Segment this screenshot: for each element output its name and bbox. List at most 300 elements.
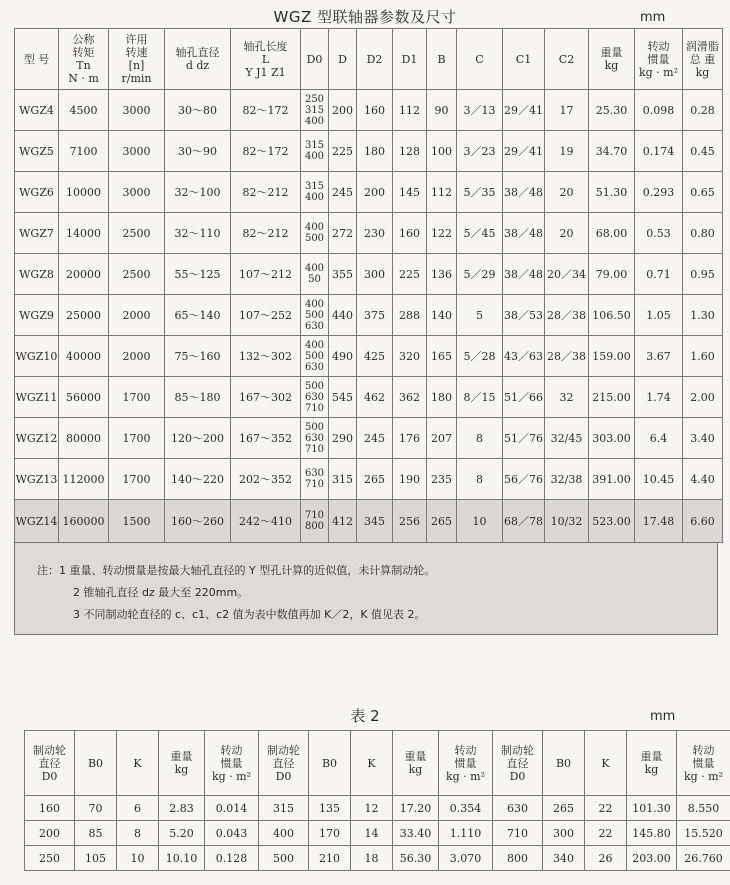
- header-line: 制动轮: [501, 743, 534, 757]
- cell-line: 630: [304, 432, 325, 444]
- table-row: [15, 295, 723, 336]
- header-line: D0: [306, 52, 323, 66]
- header-line: 润滑脂: [686, 39, 719, 53]
- table-cell: WGZ6: [15, 172, 59, 213]
- header-line: 转矩: [72, 46, 95, 59]
- table-cell: 56000: [59, 377, 109, 418]
- header-line: kg: [408, 763, 423, 776]
- table-cell: 17: [545, 90, 589, 131]
- cell-line: 400: [304, 222, 325, 233]
- header-line: D2: [366, 52, 383, 66]
- table-cell: 26: [585, 846, 627, 871]
- table-cell: 145.80: [627, 821, 677, 846]
- table-cell: 135: [309, 796, 351, 821]
- header-line: d dz: [185, 59, 210, 72]
- cell-line: 630: [304, 468, 325, 479]
- table-cell: [301, 172, 329, 213]
- table-cell: WGZ13: [15, 459, 59, 500]
- table-cell: 85～180: [165, 377, 231, 418]
- header-line: kg: [695, 65, 710, 79]
- column-header: [59, 29, 109, 90]
- table-cell: 65～140: [165, 295, 231, 336]
- table-cell: 22: [585, 821, 627, 846]
- notes-block: [14, 543, 718, 635]
- table-cell: 51.30: [589, 172, 635, 213]
- table-cell: 300: [543, 821, 585, 846]
- wgz-parameter-table: [14, 28, 723, 543]
- table-cell: 710: [493, 821, 543, 846]
- table-cell: 18: [351, 846, 393, 871]
- cell-line: 400: [304, 263, 325, 274]
- column-header: [543, 731, 585, 796]
- column-header: [15, 29, 59, 90]
- table-cell: 51／76: [503, 418, 545, 459]
- table1-title: WGZ 型联轴器参数及尺寸: [273, 8, 457, 26]
- table-cell: 68.00: [589, 213, 635, 254]
- column-header: [231, 29, 301, 90]
- table-cell: 32/45: [545, 418, 589, 459]
- table-cell: 345: [357, 500, 393, 543]
- header-line: 重量: [640, 750, 663, 763]
- table-cell: 235: [427, 459, 457, 500]
- cell-line: 500: [304, 350, 325, 362]
- header-line: 直径: [38, 756, 61, 770]
- table-cell: 43／63: [503, 336, 545, 377]
- table-cell: 100: [427, 131, 457, 172]
- table-cell: 180: [357, 131, 393, 172]
- table-row: [15, 131, 723, 172]
- header-line: 重量: [170, 750, 193, 763]
- cell-line: 50: [308, 274, 321, 285]
- table-cell: 412: [329, 500, 357, 543]
- table-cell: 5: [457, 295, 503, 336]
- header-line: C2: [558, 52, 575, 66]
- cell-line: 315: [304, 104, 325, 116]
- header-line: 直径: [506, 756, 529, 770]
- table-cell: 10000: [59, 172, 109, 213]
- table-cell: 0.28: [683, 90, 723, 131]
- table-cell: 355: [329, 254, 357, 295]
- table-cell: 320: [393, 336, 427, 377]
- header-line: D: [338, 52, 347, 66]
- table-cell: [301, 254, 329, 295]
- table-cell: 4500: [59, 90, 109, 131]
- header-line: 转动: [454, 743, 477, 757]
- table-cell: WGZ14: [15, 500, 59, 543]
- header-line: 轴孔长度: [243, 39, 288, 53]
- cell-line: 400: [304, 339, 325, 351]
- table-cell: 425: [357, 336, 393, 377]
- cell-line: 400: [304, 298, 325, 310]
- table-cell: 112000: [59, 459, 109, 500]
- header-line: C: [475, 52, 484, 66]
- table-cell: 160～260: [165, 500, 231, 543]
- table-cell: 70: [75, 796, 117, 821]
- cell-line: 500: [304, 233, 325, 244]
- column-header: [589, 29, 635, 90]
- header-line: kg: [604, 59, 619, 72]
- table-cell: 79.00: [589, 254, 635, 295]
- table-cell: 32: [545, 377, 589, 418]
- header-line: 总 重: [689, 52, 716, 66]
- table-cell: 56／76: [503, 459, 545, 500]
- table-cell: 215.00: [589, 377, 635, 418]
- table-cell: 0.354: [439, 796, 493, 821]
- table-cell: 210: [309, 846, 351, 871]
- table-cell: 10.45: [635, 459, 683, 500]
- header-line: [n]: [128, 59, 145, 72]
- table-cell: [301, 459, 329, 500]
- table-cell: 1700: [109, 418, 165, 459]
- table-cell: 6.4: [635, 418, 683, 459]
- table-cell: 3.67: [635, 336, 683, 377]
- table-cell: 8.550: [677, 796, 730, 821]
- header-line: K: [601, 756, 610, 770]
- table-cell: 207: [427, 418, 457, 459]
- table-cell: 0.293: [635, 172, 683, 213]
- table-cell: WGZ10: [15, 336, 59, 377]
- table-cell: 38／53: [503, 295, 545, 336]
- table-cell: 225: [393, 254, 427, 295]
- table-cell: 3／13: [457, 90, 503, 131]
- table-cell: 38／48: [503, 172, 545, 213]
- table-cell: 8: [117, 821, 159, 846]
- table-cell: 112: [427, 172, 457, 213]
- column-header: [585, 731, 627, 796]
- table-cell: 176: [393, 418, 427, 459]
- header-line: K: [133, 756, 142, 770]
- table-cell: 7100: [59, 131, 109, 172]
- table-cell: 8／15: [457, 377, 503, 418]
- header-line: D0: [41, 769, 58, 783]
- table-cell: 30～80: [165, 90, 231, 131]
- table-cell: 160: [393, 213, 427, 254]
- table-cell: 40000: [59, 336, 109, 377]
- table-cell: 5／28: [457, 336, 503, 377]
- table-cell: 80000: [59, 418, 109, 459]
- note-3: 3 不同制动轮直径的 c、c1、c2 值为表中数值再加 K／2，K 值见表 2。: [73, 608, 426, 621]
- header-line: 惯量: [454, 756, 477, 770]
- table-cell: 630: [493, 796, 543, 821]
- header-line: Y J1 Z1: [245, 65, 286, 79]
- table-row: [15, 418, 723, 459]
- table-cell: 170: [309, 821, 351, 846]
- header-line: 转速: [125, 46, 148, 59]
- header-line: kg: [644, 763, 659, 776]
- column-header: [205, 731, 259, 796]
- column-header: [393, 731, 439, 796]
- table-cell: 3000: [109, 172, 165, 213]
- cell-line: 630: [304, 361, 325, 373]
- table-cell: 167～302: [231, 377, 301, 418]
- table-cell: 391.00: [589, 459, 635, 500]
- table-cell: 165: [427, 336, 457, 377]
- cell-line: 710: [304, 443, 325, 455]
- table-cell: 1.110: [439, 821, 493, 846]
- header-line: 转动: [220, 743, 243, 757]
- column-header: [393, 29, 427, 90]
- table-cell: 56.30: [393, 846, 439, 871]
- table-cell: 20: [545, 172, 589, 213]
- table-cell: 303.00: [589, 418, 635, 459]
- table1-unit: mm: [640, 10, 666, 25]
- table-row: [25, 846, 730, 871]
- table-cell: 0.014: [205, 796, 259, 821]
- table-cell: 14: [351, 821, 393, 846]
- header-line: 制动轮: [267, 743, 300, 757]
- table-row: [15, 336, 723, 377]
- table-cell: 38／48: [503, 213, 545, 254]
- table-row: [15, 172, 723, 213]
- column-header: [25, 731, 75, 796]
- column-header: [351, 731, 393, 796]
- header-line: B: [437, 52, 446, 66]
- table-cell: 203.00: [627, 846, 677, 871]
- table-cell: 1500: [109, 500, 165, 543]
- table-cell: 245: [329, 172, 357, 213]
- table-cell: 1700: [109, 377, 165, 418]
- table-cell: 3／23: [457, 131, 503, 172]
- brake-wheel-table: [24, 730, 730, 871]
- table-cell: 20: [545, 213, 589, 254]
- table-row: [15, 459, 723, 500]
- table-cell: 145: [393, 172, 427, 213]
- table-cell: 167～352: [231, 418, 301, 459]
- header-line: L: [261, 52, 270, 66]
- cell-line: 250: [304, 93, 325, 105]
- table-cell: 101.30: [627, 796, 677, 821]
- table-cell: 55～125: [165, 254, 231, 295]
- table-cell: 288: [393, 295, 427, 336]
- table-cell: 2.83: [159, 796, 205, 821]
- cell-line: 500: [304, 421, 325, 433]
- table-cell: 5／35: [457, 172, 503, 213]
- table-cell: 10/32: [545, 500, 589, 543]
- table-cell: 22: [585, 796, 627, 821]
- header-line: D0: [275, 769, 292, 783]
- table-cell: 1.05: [635, 295, 683, 336]
- table-cell: 0.65: [683, 172, 723, 213]
- table-cell: 315: [259, 796, 309, 821]
- header-line: 转动: [647, 39, 670, 53]
- header-line: 轴孔直径: [175, 46, 220, 59]
- header-line: 惯量: [647, 52, 670, 66]
- table-cell: 17.20: [393, 796, 439, 821]
- header-line: kg: [174, 763, 189, 776]
- note-1: 注：1 重量、转动惯量是按最大轴孔直径的 Y 型孔计算的近似值，未计算制动轮。: [37, 564, 436, 577]
- table-cell: [301, 500, 329, 543]
- table-row: [25, 796, 730, 821]
- table-cell: 200: [25, 821, 75, 846]
- cell-line: 800: [304, 521, 325, 532]
- table-cell: 29／41: [503, 131, 545, 172]
- table-cell: 200: [357, 172, 393, 213]
- cell-line: 630: [304, 320, 325, 332]
- header-line: 直径: [272, 756, 295, 770]
- table-cell: 33.40: [393, 821, 439, 846]
- table-cell: WGZ8: [15, 254, 59, 295]
- table-cell: 25000: [59, 295, 109, 336]
- table-cell: 20／34: [545, 254, 589, 295]
- column-header: [503, 29, 545, 90]
- table-cell: 20000: [59, 254, 109, 295]
- table-cell: 545: [329, 377, 357, 418]
- table-cell: 32～100: [165, 172, 231, 213]
- table-cell: 17.48: [635, 500, 683, 543]
- header-line: kg · m²: [638, 65, 679, 79]
- table-cell: 32～110: [165, 213, 231, 254]
- cell-line: 710: [304, 510, 325, 521]
- cell-line: 710: [304, 402, 325, 414]
- header-line: B0: [87, 756, 104, 770]
- header-line: C1: [515, 52, 532, 66]
- table-cell: 122: [427, 213, 457, 254]
- table-cell: 2500: [109, 213, 165, 254]
- column-header: [677, 731, 730, 796]
- table-cell: 225: [329, 131, 357, 172]
- table-cell: 202～352: [231, 459, 301, 500]
- header-line: K: [367, 756, 376, 770]
- table-cell: WGZ12: [15, 418, 59, 459]
- table-cell: 245: [357, 418, 393, 459]
- table-cell: 0.45: [683, 131, 723, 172]
- table-cell: WGZ9: [15, 295, 59, 336]
- table-cell: 375: [357, 295, 393, 336]
- table-cell: 1700: [109, 459, 165, 500]
- table-cell: 160: [357, 90, 393, 131]
- column-header: [159, 731, 205, 796]
- table-cell: 3.070: [439, 846, 493, 871]
- header-line: Tn: [76, 59, 91, 72]
- column-header: [109, 29, 165, 90]
- table-cell: 490: [329, 336, 357, 377]
- table-cell: [301, 377, 329, 418]
- header-line: kg · m²: [445, 769, 486, 783]
- table-row: [15, 377, 723, 418]
- header-line: 许用: [125, 33, 148, 46]
- column-header: [439, 731, 493, 796]
- table-cell: 500: [259, 846, 309, 871]
- table-cell: 265: [427, 500, 457, 543]
- table-cell: 523.00: [589, 500, 635, 543]
- cell-line: 400: [304, 115, 325, 127]
- table-cell: 75～160: [165, 336, 231, 377]
- header-line: N · m: [68, 72, 99, 85]
- table-cell: 8: [457, 418, 503, 459]
- header-line: 重量: [404, 750, 427, 763]
- table-cell: 90: [427, 90, 457, 131]
- table-cell: 26.760: [677, 846, 730, 871]
- table-cell: 200: [329, 90, 357, 131]
- table-cell: 140: [427, 295, 457, 336]
- cell-line: 315: [304, 140, 325, 151]
- table2-unit: mm: [650, 709, 676, 724]
- table-cell: [301, 131, 329, 172]
- table-cell: 1.60: [683, 336, 723, 377]
- table-cell: 160: [25, 796, 75, 821]
- cell-line: 400: [304, 192, 325, 203]
- table-cell: 51／66: [503, 377, 545, 418]
- header-line: kg · m²: [211, 769, 252, 783]
- table-cell: 0.71: [635, 254, 683, 295]
- table-cell: 2.00: [683, 377, 723, 418]
- table-row: [15, 500, 723, 543]
- table-cell: 3000: [109, 90, 165, 131]
- table-cell: 0.098: [635, 90, 683, 131]
- table-cell: 28／38: [545, 295, 589, 336]
- column-header: [329, 29, 357, 90]
- table-cell: 82～212: [231, 172, 301, 213]
- table-cell: 160000: [59, 500, 109, 543]
- table-cell: 0.128: [205, 846, 259, 871]
- table-cell: 10: [457, 500, 503, 543]
- table-cell: WGZ5: [15, 131, 59, 172]
- header-line: D1: [401, 52, 418, 66]
- header-line: 重量: [600, 46, 623, 59]
- table-cell: 0.043: [205, 821, 259, 846]
- table-cell: 30～90: [165, 131, 231, 172]
- header-line: 惯量: [220, 756, 243, 770]
- table-row: [25, 821, 730, 846]
- table-cell: 190: [393, 459, 427, 500]
- table-row: [15, 254, 723, 295]
- table-cell: [301, 418, 329, 459]
- table2-title: 表 2: [350, 707, 380, 725]
- table-cell: 0.53: [635, 213, 683, 254]
- table-cell: 38／48: [503, 254, 545, 295]
- table-cell: 462: [357, 377, 393, 418]
- table-cell: 800: [493, 846, 543, 871]
- table-cell: 10: [117, 846, 159, 871]
- table-cell: 25.30: [589, 90, 635, 131]
- table-cell: 400: [259, 821, 309, 846]
- table-cell: 85: [75, 821, 117, 846]
- table-cell: 362: [393, 377, 427, 418]
- table-cell: 120～200: [165, 418, 231, 459]
- table-cell: 0.80: [683, 213, 723, 254]
- header-line: 公称: [72, 33, 95, 46]
- table-cell: 4.40: [683, 459, 723, 500]
- table-cell: 10.10: [159, 846, 205, 871]
- table-cell: [301, 90, 329, 131]
- table-cell: 265: [543, 796, 585, 821]
- table-cell: 8: [457, 459, 503, 500]
- table-cell: 32/38: [545, 459, 589, 500]
- cell-line: 630: [304, 391, 325, 403]
- column-header: [627, 731, 677, 796]
- table-cell: 3.40: [683, 418, 723, 459]
- table-cell: 14000: [59, 213, 109, 254]
- column-header: [165, 29, 231, 90]
- header-line: B0: [321, 756, 338, 770]
- cell-line: 500: [304, 380, 325, 392]
- header-line: 惯量: [692, 756, 715, 770]
- table-cell: 12: [351, 796, 393, 821]
- table-cell: 1.30: [683, 295, 723, 336]
- table-cell: 3000: [109, 131, 165, 172]
- table-cell: 82～212: [231, 213, 301, 254]
- cell-line: 315: [304, 181, 325, 192]
- header-line: 型 号: [23, 52, 50, 66]
- table-cell: 6.60: [683, 500, 723, 543]
- table-cell: WGZ4: [15, 90, 59, 131]
- table-cell: 107～252: [231, 295, 301, 336]
- column-header: [259, 731, 309, 796]
- column-header: [117, 731, 159, 796]
- table-cell: 136: [427, 254, 457, 295]
- table-cell: 6: [117, 796, 159, 821]
- table-cell: 5.20: [159, 821, 205, 846]
